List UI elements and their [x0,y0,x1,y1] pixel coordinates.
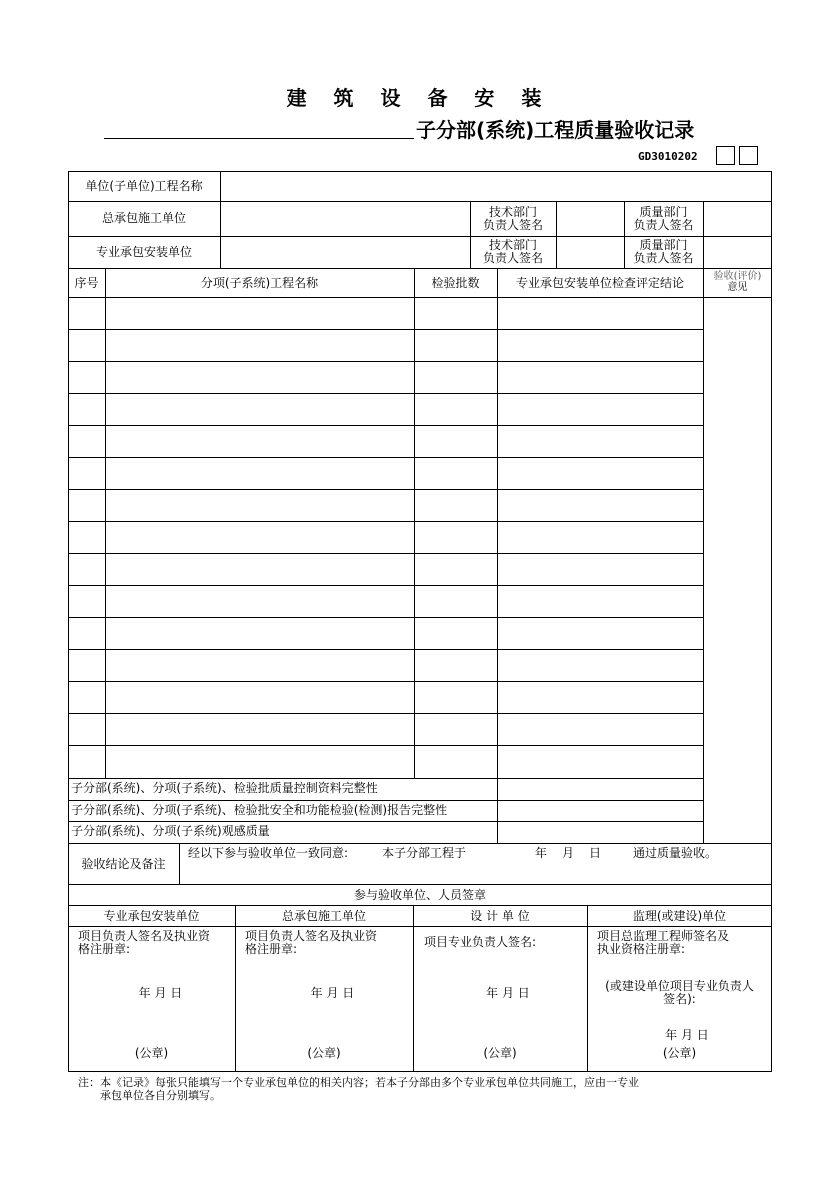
table-row [68,329,703,330]
tech-dept-label: 技术部门 [488,238,537,252]
seal-label: (公章) [134,1046,169,1060]
col-opinion-header-2: 意见 [727,282,748,293]
code-box-2[interactable] [739,146,758,165]
project-name-label: 单位(子单位)工程名称 [85,179,203,193]
col-opinion-header: 验收(评价) [713,271,762,282]
rule [497,268,498,843]
project-name-field[interactable] [222,173,770,200]
rule [68,201,772,202]
code-box-1[interactable] [716,146,735,165]
rule [179,843,180,884]
specialty-contractor-field[interactable] [222,238,468,267]
seal-label: (公章) [662,1046,697,1060]
rule [703,268,704,843]
sign-label: 项目总监理工程师签名及 [597,929,730,943]
table-row [68,361,703,362]
seal-label: (公章) [483,1046,517,1060]
footnote-line-1: 注：本《记录》每张只能填写一个专业承包单位的相关内容；若本子分部由多个专业承包单位共同施工，应由一专业 [78,1076,639,1089]
table-row [68,553,703,554]
conclusion-day: 日 [589,846,602,860]
conclusion-label: 验收结论及备注 [81,857,166,871]
page-subtitle: 子分部(系统)工程质量验收记录 [416,118,695,142]
table-row [68,393,703,394]
table-row [68,713,703,714]
sign-label: 项目负责人签名及执业资 [78,929,211,943]
quality-dept-sign-label: 负责人签名 [633,218,694,232]
rule [414,268,415,778]
rule [68,297,772,298]
tech-dept-sign-label: 负责人签名 [482,218,543,232]
unit-specialty: 专业承包安装单位 [103,909,200,923]
unit-supervision: 监理(或建设)单位 [632,909,727,923]
table-row [68,800,703,801]
tech-dept-sign-label: 负责人签名 [482,251,543,265]
table-row [68,585,703,586]
title-underline [104,138,414,139]
rule [105,268,106,778]
col-conclusion-header: 专业承包安装单位检查评定结论 [515,276,684,290]
sign-date: 年 月 日 [665,1028,709,1042]
sign-label: 格注册章: [245,942,298,956]
tech-dept-label: 技术部门 [488,205,537,219]
quality-dept-label: 质量部门 [639,205,688,219]
table-row [68,425,703,426]
rule [68,268,772,269]
rule [68,905,772,906]
general-contractor-label: 总承包施工单位 [101,211,186,225]
sign-label: 格注册章: [78,942,131,956]
col-name-header: 分项(子系统)工程名称 [200,276,319,290]
summary-row-2: 子分部(系统)、分项(子系统)、检验批安全和功能检验(检测)报告完整性 [71,803,448,817]
footnote [78,1076,639,1102]
conclusion-month: 月 [562,846,575,860]
table-row [68,521,703,522]
sign-date: 年 月 日 [486,986,530,1000]
general-contractor-field[interactable] [222,203,468,235]
rule [68,926,772,927]
conclusion-year: 年 [535,846,548,860]
table-row [68,617,703,618]
sign-label: 项目负责人签名及执业资 [245,929,378,943]
table-row [68,489,703,490]
form-code: GD3010202 [638,150,698,163]
table-row [68,778,703,779]
sign-label-extra: 签名): [663,992,696,1006]
rule [556,201,557,268]
unit-general: 总承包施工单位 [281,909,366,923]
rule [68,236,772,237]
footnote-line-2: 承包单位各自分别填写。 [100,1089,221,1102]
quality-dept-label: 质量部门 [639,238,688,252]
page-title: 建 筑 设 备 安 装 [286,86,552,110]
sign-label-extra: (或建设单位项目专业负责人 [605,979,754,993]
sign-label: 项目专业负责人签名: [424,935,537,949]
specialty-contractor-label: 专业承包安装单位 [95,245,192,259]
conclusion-text-b: 本子分部工程于 [382,846,467,860]
signatures-heading: 参与验收单位、人员签章 [353,888,486,902]
summary-row-3: 子分部(系统)、分项(子系统)观感质量 [71,824,270,838]
summary-row-1: 子分部(系统)、分项(子系统)、检验批质量控制资料完整性 [71,781,378,795]
unit-design: 设 计 单 位 [470,909,530,923]
seal-label: (公章) [307,1046,341,1060]
rule [220,171,221,268]
table-row [68,745,703,746]
col-batches-header: 检验批数 [431,276,480,290]
rule [68,843,772,844]
rule [703,201,704,268]
table-row [68,681,703,682]
col-seq-header: 序号 [74,276,99,290]
table-row [68,821,703,822]
rule [68,884,772,885]
table-row [68,649,703,650]
conclusion-text-a: 经以下参与验收单位一致同意: [188,846,349,860]
sign-date: 年 月 日 [138,986,183,1000]
sign-date: 年 月 日 [310,986,355,1000]
conclusion-text-c: 通过质量验收。 [633,846,718,860]
table-row [68,457,703,458]
quality-dept-sign-label: 负责人签名 [633,251,694,265]
sign-label: 执业资格注册章: [597,942,686,956]
